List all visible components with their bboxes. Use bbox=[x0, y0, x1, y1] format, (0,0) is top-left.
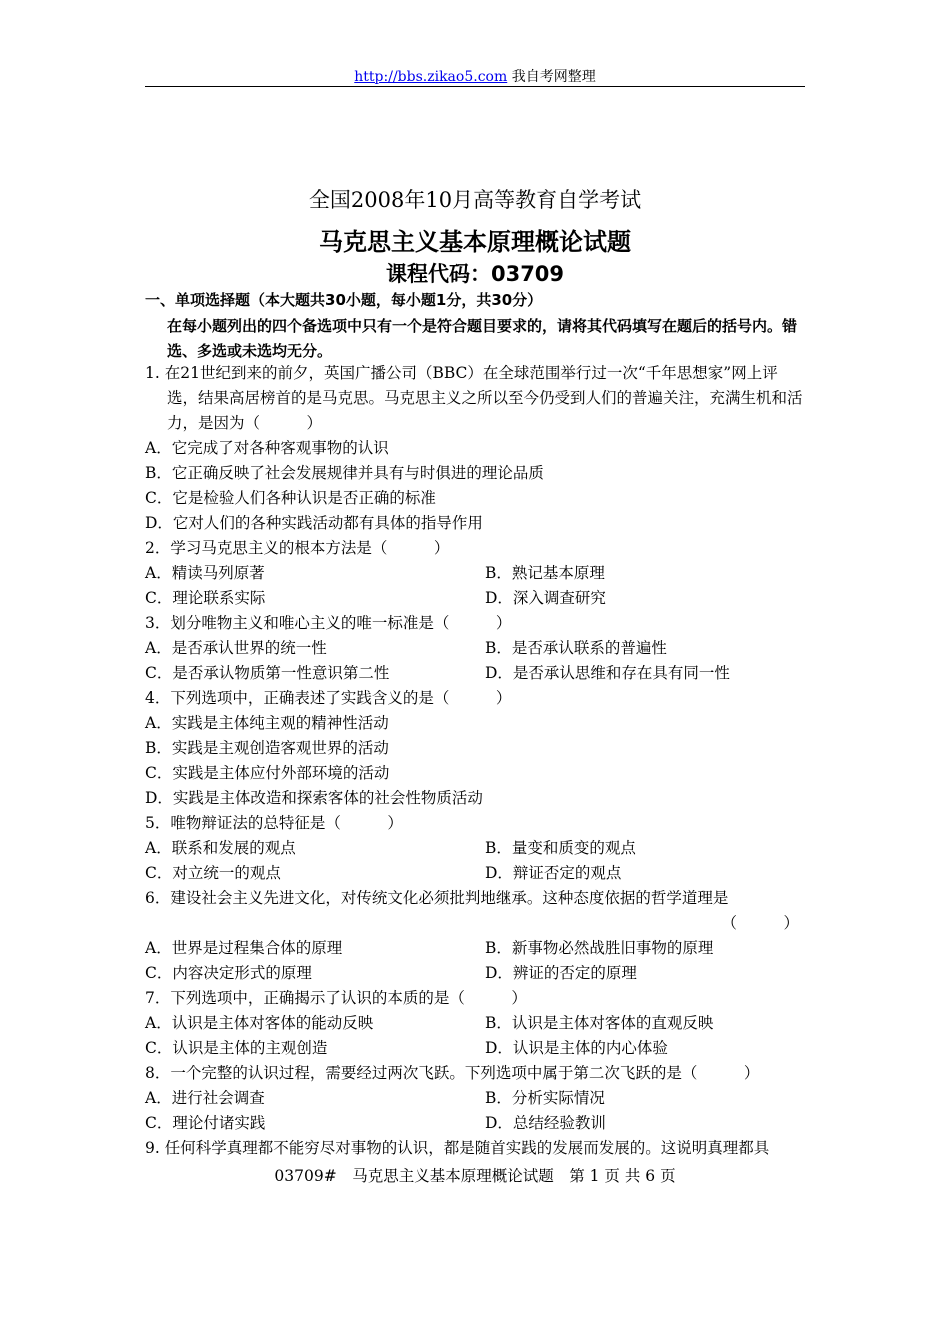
question-5-option-a: A．联系和发展的观点 bbox=[145, 839, 296, 857]
question-1-option-d: D．它对人们的各种实践活动都有具体的指导作用 bbox=[145, 514, 483, 532]
question-6-answer-paren: （ ） bbox=[721, 914, 799, 932]
question-5-option-b: B．量变和质变的观点 bbox=[485, 839, 636, 857]
question-4-option-b: B．实践是主观创造客观世界的活动 bbox=[145, 739, 389, 757]
question-1-option-b: B．它正确反映了社会发展规律并具有与时俱进的理论品质 bbox=[145, 464, 544, 482]
question-8-option-c: C．理论付诸实践 bbox=[145, 1114, 266, 1132]
question-3-option-a: A．是否承认世界的统一性 bbox=[145, 639, 327, 657]
question-6-option-b: B．新事物必然战胜旧事物的原理 bbox=[485, 939, 714, 957]
course-code: 课程代码：03709 bbox=[385, 262, 565, 286]
question-6-option-c: C．内容决定形式的原理 bbox=[145, 964, 312, 982]
question-7-option-d: D．认识是主体的内心体验 bbox=[485, 1039, 668, 1057]
question-1-option-a: A．它完成了对各种客观事物的认识 bbox=[145, 439, 389, 457]
question-9-stem: 9. 任何科学真理都不能穷尽对事物的认识，都是随首实践的发展而发展的。这说明真理都具 bbox=[145, 1139, 770, 1157]
question-2-option-c: C．理论联系实际 bbox=[145, 589, 266, 607]
question-7-stem: 7．下列选项中，正确揭示了认识的本质的是（ ） bbox=[145, 989, 527, 1007]
question-3-option-b: B．是否承认联系的普遍性 bbox=[485, 639, 667, 657]
question-2-stem: 2．学习马克思主义的根本方法是（ ） bbox=[145, 539, 450, 557]
question-4-option-d: D．实践是主体改造和探索客体的社会性物质活动 bbox=[145, 789, 483, 807]
question-6-options-row-1 bbox=[145, 936, 807, 961]
question-5-option-c: C．对立统一的观点 bbox=[145, 864, 281, 882]
question-3-option-c: C．是否承认物质第一性意识第二性 bbox=[145, 664, 390, 682]
question-6-option-d: D．辨证的否定的原理 bbox=[485, 964, 637, 982]
question-5-options-row-1 bbox=[145, 836, 807, 861]
question-4-option-c: C．实践是主体应付外部环境的活动 bbox=[145, 764, 390, 782]
question-2-option-d: D．深入调查研究 bbox=[485, 589, 606, 607]
question-list bbox=[145, 361, 807, 1161]
subject-title: 马克思主义基本原理概论试题 bbox=[319, 228, 631, 256]
question-7-options-row-1 bbox=[145, 1011, 807, 1036]
section-heading: 一、单项选择题（本大题共30小题，每小题1分，共30分） bbox=[145, 291, 543, 309]
question-3-options-row-2 bbox=[145, 661, 807, 686]
site-link[interactable]: http://bbs.zikao5.com bbox=[354, 69, 508, 85]
question-8-option-a: A．进行社会调查 bbox=[145, 1089, 265, 1107]
question-4-stem: 4．下列选项中，正确表述了实践含义的是（ ） bbox=[145, 689, 512, 707]
question-3-option-d: D．是否承认思维和存在具有同一性 bbox=[485, 664, 730, 682]
page-header bbox=[145, 66, 805, 86]
question-8-options-row-2 bbox=[145, 1111, 807, 1136]
question-7-option-a: A．认识是主体对客体的能动反映 bbox=[145, 1014, 374, 1032]
header-divider bbox=[145, 86, 805, 87]
question-1-option-c: C．它是检验人们各种认识是否正确的标准 bbox=[145, 489, 436, 507]
question-8-option-d: D．总结经验教训 bbox=[485, 1114, 606, 1132]
question-4-option-a: A．实践是主体纯主观的精神性活动 bbox=[145, 714, 389, 732]
question-3-stem: 3．划分唯物主义和唯心主义的唯一标准是（ ） bbox=[145, 614, 512, 632]
question-7-options-row-2 bbox=[145, 1036, 807, 1061]
page-footer: 03709# 马克思主义基本原理概论试题 第 1 页 共 6 页 bbox=[274, 1167, 676, 1185]
exam-title: 全国2008年10月高等教育自学考试 bbox=[308, 188, 642, 212]
question-8-options-row-1 bbox=[145, 1086, 807, 1111]
question-8-stem: 8．一个完整的认识过程，需要经过两次飞跃。下列选项中属于第二次飞跃的是（ ） bbox=[145, 1064, 760, 1082]
section-instruction: 在每小题列出的四个备选项中只有一个是符合题目要求的，请将其代码填写在题后的括号内。错选、多选或未选均无分。 bbox=[167, 317, 798, 360]
question-3-options-row-1 bbox=[145, 636, 807, 661]
site-label: 我自考网整理 bbox=[507, 69, 596, 85]
question-5-option-d: D．辩证否定的观点 bbox=[485, 864, 622, 882]
question-5-stem: 5．唯物辩证法的总特征是（ ） bbox=[145, 814, 403, 832]
question-2-options-row-1 bbox=[145, 561, 807, 586]
question-7-option-c: C．认识是主体的主观创造 bbox=[145, 1039, 328, 1057]
question-6-option-a: A．世界是过程集合体的原理 bbox=[145, 939, 343, 957]
question-5-options-row-2 bbox=[145, 861, 807, 886]
question-6-options-row-2 bbox=[145, 961, 807, 986]
question-8-option-b: B．分析实际情况 bbox=[485, 1089, 605, 1107]
question-2-options-row-2 bbox=[145, 586, 807, 611]
question-2-option-b: B．熟记基本原理 bbox=[485, 564, 605, 582]
question-6-stem: 6．建设社会主义先进文化，对传统文化必须批判地继承。这种态度依据的哲学道理是 bbox=[145, 889, 729, 907]
question-1-stem: 1. 在21世纪到来的前夕，英国广播公司（BBC）在全球范围举行过一次“千年思想家”网上评选，结果高居榜首的是马克思。马克思主义之所以至今仍受到人们的普遍关注，充满生机和活力，是因为（ ） bbox=[145, 364, 803, 432]
question-2-option-a: A．精读马列原著 bbox=[145, 564, 265, 582]
question-7-option-b: B．认识是主体对客体的直观反映 bbox=[485, 1014, 714, 1032]
